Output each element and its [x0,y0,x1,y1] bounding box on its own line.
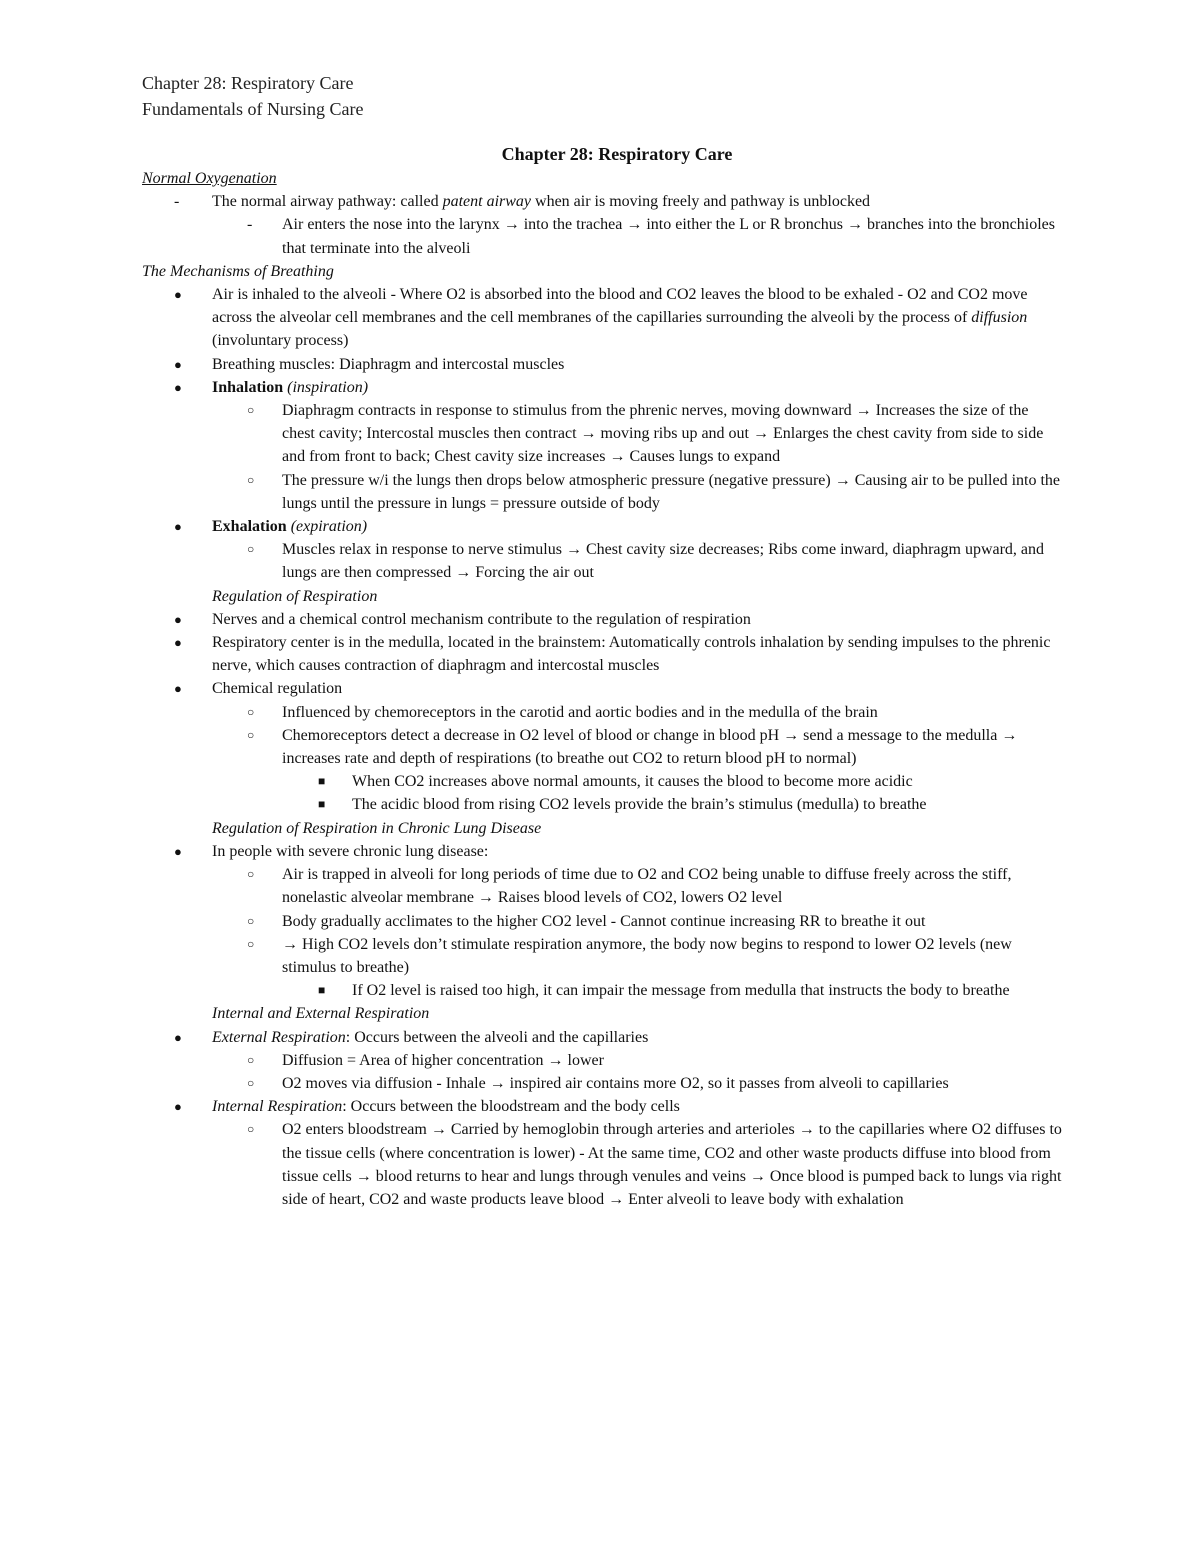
dot-bullet: ● [174,519,182,535]
term-internal-respiration: Internal Respiration [212,1098,343,1116]
dot-bullet: ● [174,635,182,651]
list-item: ○ The pressure w/i the lungs then drops below atmospheric pressure (negative pressure) → Causing air to be pulled into the lungs until the pressure in lungs = pressure outside of body [142,469,1062,515]
document-header [142,71,363,122]
dot-bullet: ● [174,287,182,303]
circle-bullet: ○ [247,913,255,928]
square-bullet: ■ [318,797,326,812]
list-item: ○ Diffusion = Area of higher concentration → lower [142,1049,1062,1072]
list-item: ■ The acidic blood from rising CO2 levels provide the brain’s stimulus (medulla) to breathe [142,793,1062,816]
circle-bullet: ○ [247,542,255,557]
circle-bullet: ○ [247,704,255,719]
list-item: ● Inhalation (inspiration) [142,376,1062,399]
term-external-respiration: External Respiration [212,1028,346,1046]
list-item: ■ When CO2 increases above normal amounts, it causes the blood to become more acidic [142,770,1062,793]
dash-bullet: - [247,216,253,234]
list-item: ● In people with severe chronic lung disease: [142,840,1062,863]
circle-bullet: ○ [247,727,255,742]
dot-bullet: ● [174,843,182,859]
list-item: ● External Respiration: Occurs between the alveoli and the capillaries [142,1026,1062,1049]
header-chapter: Chapter 28: Respiratory Care [142,73,354,93]
dot-bullet: ● [174,681,182,697]
circle-bullet: ○ [247,867,255,882]
section-heading-chronic-lung-disease: Regulation of Respiration in Chronic Lung Disease [212,819,542,837]
list-item: ● Respiratory center is in the medulla, located in the brainstem: Automatically controls inhalation by sending impulses to the phrenic nerve, which causes contraction of diaphragm and intercostal muscles [142,631,1062,677]
list-item: ● Air is inhaled to the alveoli - Where O2 is absorbed into the blood and CO2 leaves the blood to be exhaled - O2 and CO2 move across the alveolar cell membranes and the cell membranes of the capillaries surrounding the alveoli by the process of diffusion (involuntary process) [142,283,1062,353]
list-item: ○ Body gradually acclimates to the higher CO2 level - Cannot continue increasing RR to breathe it out [142,910,1062,933]
section-heading-normal-oxygenation: Normal Oxygenation [142,170,277,187]
document-body [142,141,1062,1211]
list-item: ● Internal Respiration: Occurs between the bloodstream and the body cells [142,1095,1062,1118]
circle-bullet: ○ [247,472,255,487]
list-item: ○ O2 enters bloodstream → Carried by hemoglobin through arteries and arterioles → to the capillaries where O2 diffuses to the tissue cells (where concentration is lower) - At the same time, CO2 and other waste products diffuse into blood from tissue cells → blood returns to hear and lungs through venules and veins → Once blood is pumped back to lungs via right side of heart, CO2 and waste products leave blood → Enter alveoli to leave body with exhalation [142,1118,1062,1211]
dash-bullet: - [174,193,180,211]
list-item: - The normal airway pathway: called patent airway when air is moving freely and pathway is unblocked [142,190,1062,213]
circle-bullet: ○ [247,1122,255,1137]
list-item: ○ Air is trapped in alveoli for long periods of time due to O2 and CO2 being unable to diffuse freely across the stiff, nonelastic alveolar membrane → Raises blood levels of CO2, lowers O2 level [142,863,1062,909]
section-heading-regulation: Regulation of Respiration [212,587,378,605]
list-item: ● Nerves and a chemical control mechanism contribute to the regulation of respiration [142,608,1062,631]
circle-bullet: ○ [247,936,255,951]
circle-bullet: ○ [247,1075,255,1090]
term-patent-airway: patent airway [442,193,532,211]
section-heading-mechanisms: The Mechanisms of Breathing [142,262,334,280]
list-item: ○ Diaphragm contracts in response to stimulus from the phrenic nerves, moving downward → Increases the size of the chest cavity; Intercostal muscles then contract → moving ribs up and out → Enlarges the chest cavity from side to side and from front to back; Chest cavity size increases → Causes lungs to expand [142,399,1062,469]
square-bullet: ■ [318,983,326,998]
term-exhalation: Exhalation [212,518,287,536]
list-item: ○ Influenced by chemoreceptors in the carotid and aortic bodies and in the medulla of the brain [142,701,1062,724]
dot-bullet: ● [174,611,182,627]
square-bullet: ■ [318,774,326,789]
list-item: ■ If O2 level is raised too high, it can impair the message from medulla that instructs the body to breathe [142,979,1062,1002]
dot-bullet: ● [174,379,182,395]
dot-bullet: ● [174,1029,182,1045]
header-book: Fundamentals of Nursing Care [142,98,364,119]
list-item: - Air enters the nose into the larynx → into the trachea → into either the L or R bronchus → branches into the bronchioles that terminate into the alveoli [142,213,1062,259]
list-item: ○ O2 moves via diffusion - Inhale → inspired air contains more O2, so it passes from alveoli to capillaries [142,1072,1062,1095]
list-item: ○ Chemoreceptors detect a decrease in O2 level of blood or change in blood pH → send a message to the medulla → increases rate and depth of respirations (to breathe out CO2 to return blood pH to normal) [142,724,1062,770]
list-item: ○ Muscles relax in response to nerve stimulus → Chest cavity size decreases; Ribs come inward, diaphragm upward, and lungs are then compressed → Forcing the air out [142,538,1062,584]
term-inhalation: Inhalation [212,378,284,396]
list-item: ● Chemical regulation [142,677,1062,700]
term-diffusion: diffusion [971,309,1028,327]
dot-bullet: ● [174,1099,182,1115]
section-heading-internal-external: Internal and External Respiration [212,1005,430,1023]
circle-bullet: ○ [247,403,255,418]
circle-bullet: ○ [247,1052,255,1067]
list-item: ● Breathing muscles: Diaphragm and intercostal muscles [142,353,1062,376]
dot-bullet: ● [174,356,182,372]
page-title: Chapter 28: Respiratory Care [501,144,733,164]
list-item: ● Exhalation (expiration) [142,515,1062,538]
list-item: ○ → High CO2 levels don’t stimulate respiration anymore, the body now begins to respond to lower O2 levels (new stimulus to breathe) [142,933,1062,979]
